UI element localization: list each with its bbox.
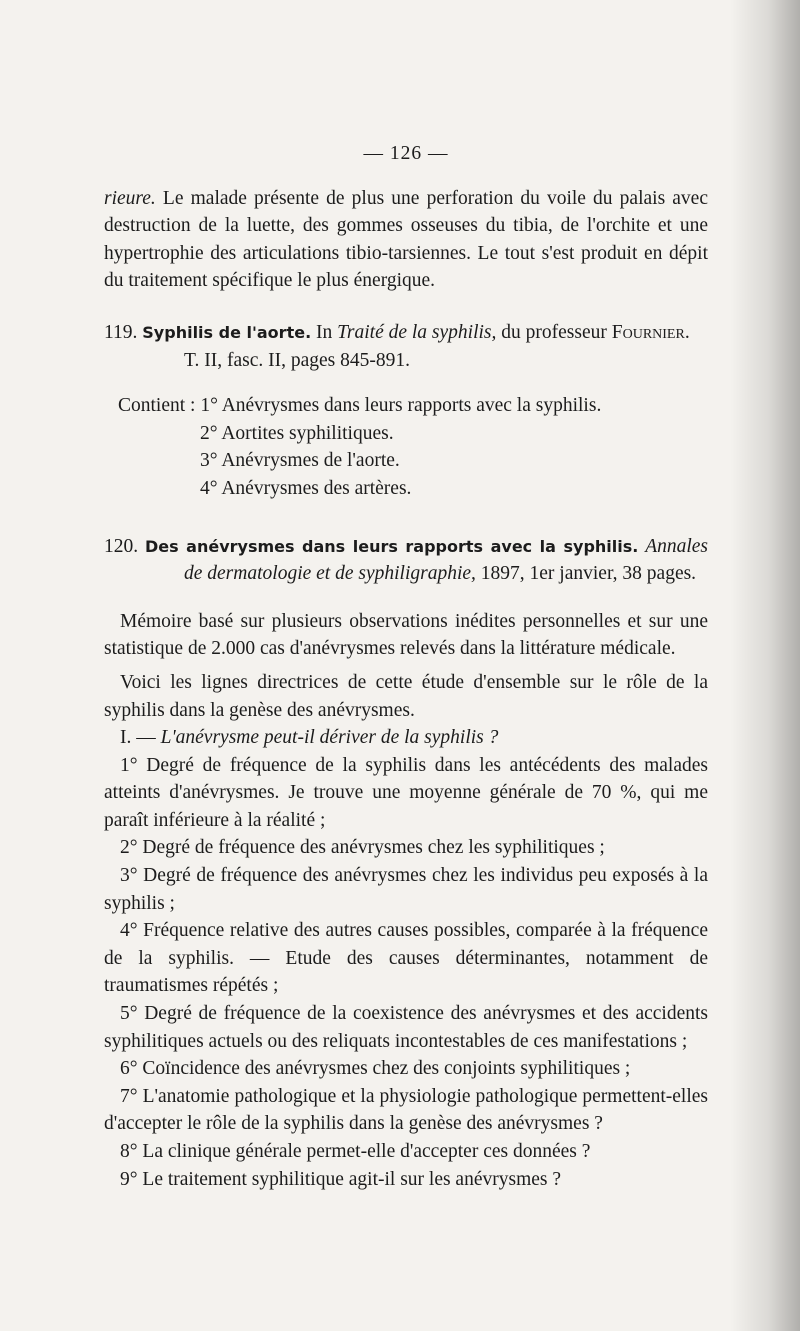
- entry-119-number: 119.: [104, 321, 138, 343]
- body-paragraph: Voici les lignes directrices de cette étude d'ensemble sur le rôle de la syphilis dans la genèse des anévrysmes.: [104, 671, 708, 721]
- contents-list: [104, 392, 708, 502]
- numbered-point: 9° Le traitement syphilitique agit-il sur les anévrysmes ?: [120, 1168, 562, 1190]
- entry-119-title: Syphilis de l'aorte.: [142, 322, 312, 342]
- paragraph-continuation: [104, 185, 708, 295]
- entry-119: [104, 319, 708, 374]
- body-paragraph: Mémoire basé sur plusieurs observations inédites personnelles et sur une statistique de 2.000 cas d'anévrysmes relevés dans la littérature médicale.: [104, 610, 708, 660]
- numbered-point: 4° Fréquence relative des autres causes possibles, comparée à la fréquence de la syphilis. — Etude des causes déterminantes, notamment de traumatismes répétés ;: [104, 920, 708, 997]
- entry-119-source: Traité de la syphilis,: [337, 321, 497, 343]
- contents-label: Contient :: [118, 395, 201, 417]
- numbered-point: 7° L'anatomie pathologique et la physiologie pathologique permettent-elles d'accepter le rôle de la syphilis dans la genèse des anévrysmes ?: [104, 1085, 708, 1135]
- entry-119-by: du professeur: [496, 321, 612, 343]
- entry-120: [104, 533, 708, 588]
- section-title: L'anévrysme peut-il dériver de la syphilis ?: [160, 727, 499, 749]
- numbered-point: 2° Degré de fréquence des anévrysmes chez les syphilitiques ;: [120, 837, 605, 859]
- entry-119-in: In: [311, 321, 338, 343]
- continuation-text: Le malade présente de plus une perforation du voile du palais avec destruction de la luette, des gommes osseuses du tibia, de l'orchite et une hypertrophie des articulations tibio-tarsiennes. Le tout s'est produit en dépit du traitement spécifique le plus énergique.: [104, 187, 708, 292]
- entry-120-title: Des anévrysmes dans leurs rapports avec la syphilis.: [144, 536, 639, 556]
- document-page: [104, 140, 708, 1193]
- entry-120-details: 1897, 1er janvier, 38 pages.: [475, 563, 697, 585]
- numbered-point: 5° Degré de fréquence de la coexistence des anévrysmes et des accidents syphilitiques actuels ou des reliquats incontestables de ces manifestations ;: [104, 1003, 708, 1052]
- numbered-point: 6° Coïncidence des anévrysmes chez des conjoints syphilitiques ;: [120, 1058, 631, 1080]
- section-label: I. —: [120, 727, 161, 749]
- numbered-point: 1° Degré de fréquence de la syphilis dans les antécédents des malades atteints d'anévrysmes. Je trouve une moyenne générale de 70 %, qui me paraît inférieure à la réalité ;: [104, 754, 708, 831]
- entry-119-details: T. II, fasc. II, pages 845-891.: [184, 349, 410, 371]
- section-heading: [104, 724, 708, 752]
- page-edge-shadow: [730, 0, 800, 1331]
- page-number: — 126 —: [363, 143, 449, 164]
- numbered-point: 3° Degré de fréquence des anévrysmes chez les individus peu exposés à la syphilis ;: [104, 865, 708, 914]
- continuation-word: rieure.: [104, 187, 156, 209]
- contents-item: 3° Anévrysmes de l'aorte.: [200, 450, 400, 472]
- entry-120-journal: Annales de dermatologie et de syphiligraphie,: [184, 535, 709, 585]
- entry-120-number: 120.: [104, 535, 139, 557]
- entry-119-author: Fournier.: [611, 321, 690, 343]
- numbered-point: 8° La clinique générale permet-elle d'accepter ces données ?: [120, 1141, 591, 1162]
- contents-item: 4° Anévrysmes des artères.: [200, 477, 412, 499]
- contents-item: 2° Aortites syphilitiques.: [200, 422, 394, 444]
- contents-item: Contient : 1° Anévrysmes dans leurs rapports avec la syphilis.: [118, 395, 602, 417]
